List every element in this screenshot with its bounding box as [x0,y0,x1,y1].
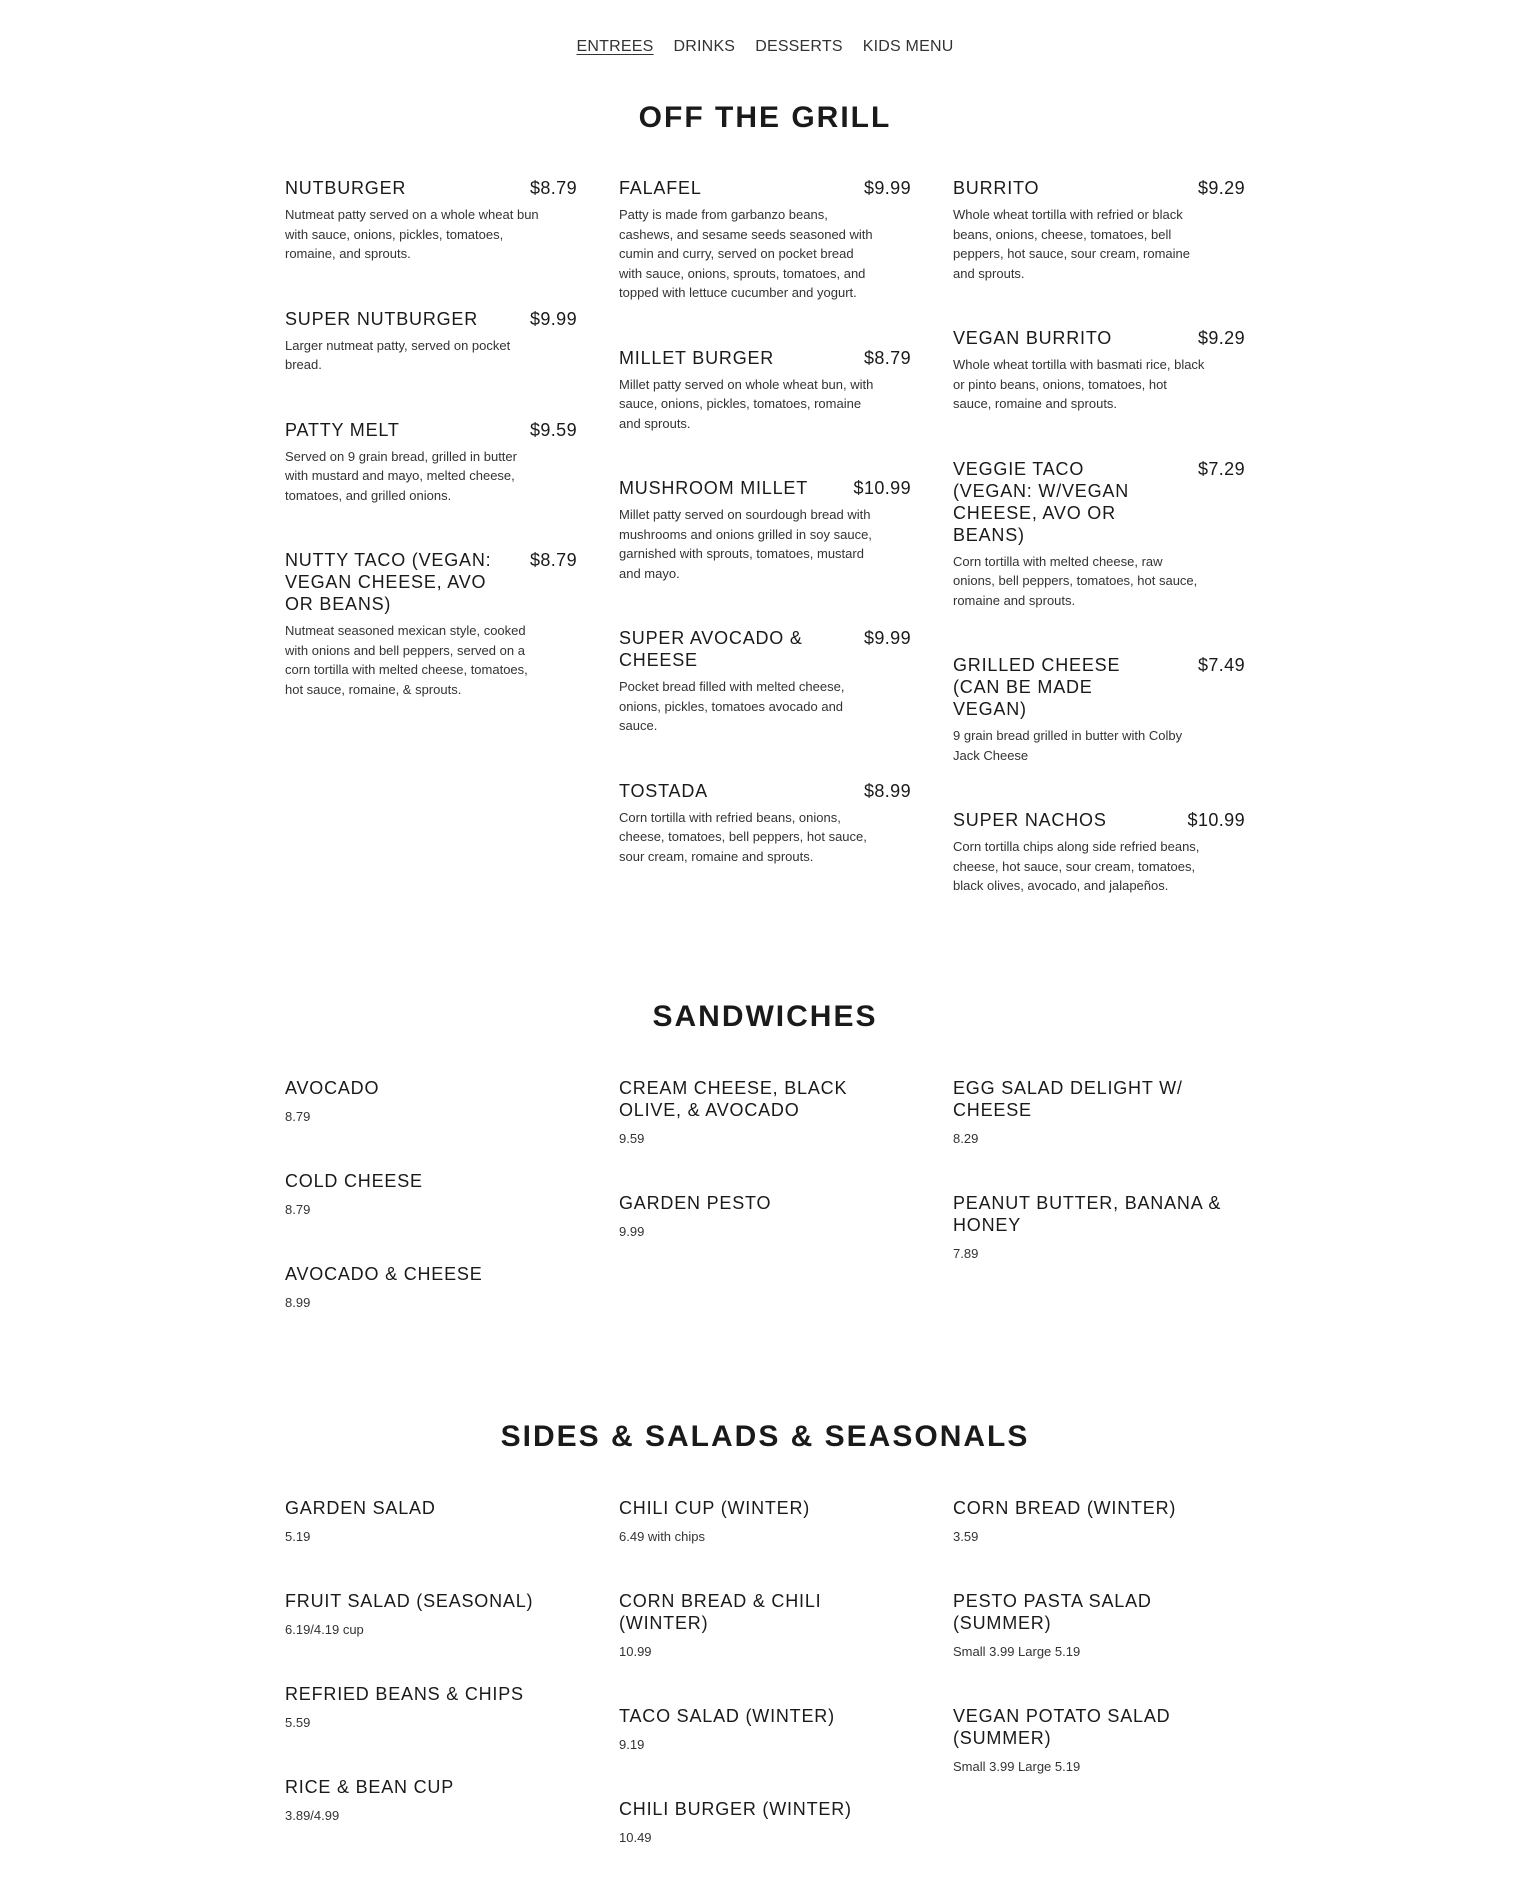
menu-item-name: SUPER AVOCADO & CHEESE [619,628,803,670]
menu-item [953,1590,1245,1661]
menu-item [619,1590,911,1661]
menu-item-name: PESTO PASTA SALAD (SUMMER) [953,1591,1152,1633]
menu-item-price: 3.89/4.99 [285,1808,340,1823]
menu-item-header [953,327,1245,349]
menu-item-price: $10.99 [853,478,911,498]
menu-item-description: Corn tortilla with melted cheese, raw onions, bell peppers, tomatoes, hot sauce, romaine and sprouts. [953,553,1198,608]
menu-item-price: $9.99 [863,178,911,198]
menu-item [619,1798,911,1847]
menu-item [285,308,577,375]
sides-column-2 [619,1497,911,1891]
menu-item-name: CHILI BURGER (WINTER) [619,1799,852,1819]
menu-item-price: $8.99 [863,780,911,801]
menu-item-name: EGG SALAD DELIGHT W/ CHEESE [953,1078,1183,1120]
tab-entrees[interactable]: ENTREES [576,38,654,55]
menu-item [953,809,1245,896]
menu-item-price: 8.29 [953,1131,979,1146]
menu-item-name: CREAM CHEESE, BLACK OLIVE, & AVOCADO [619,1078,848,1120]
menu-item [953,327,1245,414]
menu-item-header [285,549,577,615]
menu-item-name: MUSHROOM MILLET [619,478,809,498]
menu-item-price: 9.99 [619,1224,645,1239]
menu-item [285,1776,577,1825]
menu-item-price: $8.79 [529,550,577,570]
menu-item-name: CHILI CUP (WINTER) [619,1498,811,1518]
tab-kids-menu[interactable]: KIDS MENU [862,38,954,55]
grill-column-3 [953,177,1245,940]
menu-item-price: $9.29 [1197,328,1245,348]
menu-item-name: REFRIED BEANS & CHIPS [285,1684,524,1704]
menu-item [953,458,1245,611]
menu-item [285,1263,577,1312]
menu-item [953,654,1245,765]
menu-item-name: PATTY MELT [285,419,400,440]
menu-item-header [619,477,911,499]
menu-item [619,1497,911,1546]
menu-item-description: 9 grain bread grilled in butter with Colby Jack Cheese [953,728,1183,763]
menu-item-name: BURRITO [953,178,1040,198]
sandwiches-menu-grid [285,1077,1247,1356]
menu-item [619,1077,911,1148]
menu-item-price: $8.79 [529,178,577,198]
menu-item-name: RICE & BEAN CUP [285,1777,455,1797]
menu-item [953,177,1245,283]
menu-item-description: Millet patty served on sourdough bread with mushrooms and onions grilled in soy sauce, garnished with sprouts, tomatoes, mustard and mayo. [619,507,872,581]
tab-desserts[interactable]: DESSERTS [755,38,843,55]
menu-item-name: VEGAN BURRITO [953,328,1113,348]
menu-item [285,1170,577,1219]
menu-item-name: AVOCADO [285,1078,380,1098]
menu-item-header [285,308,577,330]
menu-item [285,1077,577,1126]
menu-item-header [619,627,911,671]
menu-item-price: $9.99 [529,308,577,329]
menu-item-name: SUPER NUTBURGER [285,308,479,329]
menu-item-price: 10.99 [619,1644,652,1659]
menu-item-description: Nutmeat seasoned mexican style, cooked with onions and bell peppers, served on a corn tortilla with melted cheese, tomatoes, hot sauce, romaine, & sprouts. [285,623,528,697]
section-title-grill: OFF THE GRILL [638,101,892,134]
menu-item-price: $9.99 [863,628,911,648]
menu-item-name: TOSTADA [619,780,708,801]
menu-item-header [619,347,911,369]
menu-item-description: Whole wheat tortilla with basmati rice, black or pinto beans, onions, tomatoes, hot sauce, romaine and sprouts. [953,357,1205,411]
menu-item-name: PEANUT BUTTER, BANANA & HONEY [953,1193,1222,1235]
menu-item-price: 8.79 [285,1202,311,1217]
menu-item-header [619,177,911,199]
menu-item-price: 9.59 [619,1131,645,1146]
menu-item-description: Corn tortilla with refried beans, onions, cheese, tomatoes, bell peppers, hot sauce, sour cream, romaine and sprouts. [619,809,867,864]
menu-item-name: MILLET BURGER [619,347,775,368]
menu-item-price: $8.79 [863,347,911,368]
menu-item [285,1683,577,1732]
menu-item-name: GARDEN PESTO [619,1193,772,1213]
menu-item-description: Served on 9 grain bread, grilled in butter with mustard and mayo, melted cheese, tomatoes, and grilled onions. [285,448,517,503]
menu-item-name: GRILLED CHEESE (CAN BE MADE VEGAN) [953,655,1121,719]
menu-item-description: Millet patty served on whole wheat bun, with sauce, onions, pickles, tomatoes, romaine and sprouts. [619,376,874,431]
menu-item [619,780,911,867]
menu-item [285,1497,577,1546]
menu-item-price: 8.79 [285,1109,311,1124]
menu-item-name: COLD CHEESE [285,1171,423,1191]
grill-menu-grid [285,177,1247,940]
menu-item-header [285,419,577,441]
menu-item-price: $9.29 [1197,178,1245,198]
menu-item [285,419,577,506]
menu-item-price: 7.89 [953,1246,979,1261]
menu-item-price: Small 3.99 Large 5.19 [953,1759,1081,1774]
menu-item-header [619,780,911,802]
menu-item-price: 5.59 [285,1715,311,1730]
menu-item-name: FALAFEL [619,178,702,198]
menu-item [619,627,911,736]
section-title-sandwiches: SANDWICHES [652,1000,878,1033]
menu-item [285,1590,577,1639]
menu-item-header [953,809,1245,831]
menu-item-price: Small 3.99 Large 5.19 [953,1644,1081,1659]
menu-item-price: $7.29 [1197,458,1245,479]
menu-item-name: SUPER NACHOS [953,810,1107,830]
menu-item-description: Pocket bread filled with melted cheese, onions, pickles, tomatoes avocado and sauce. [619,679,845,733]
menu-item [953,1192,1245,1263]
menu-item-name: AVOCADO & CHEESE [285,1264,483,1284]
menu-item-price: 10.49 [619,1830,652,1845]
tab-drinks[interactable]: DRINKS [673,38,736,55]
menu-item-name: NUTTY TACO (VEGAN: VEGAN CHEESE, AVO OR BEANS) [285,550,492,614]
menu-item [619,347,911,434]
grill-column-2 [619,177,911,940]
menu-item-header [953,654,1245,720]
section-title-sides: SIDES & SALADS & SEASONALS [500,1420,1030,1453]
menu-item-header [953,177,1245,199]
menu-item-price: $9.59 [529,419,577,440]
menu-item-price: 5.19 [285,1529,311,1544]
menu-item-name: NUTBURGER [285,178,407,198]
menu-item-name: VEGAN POTATO SALAD (SUMMER) [953,1706,1171,1748]
menu-item-name: VEGGIE TACO (VEGAN: W/VEGAN CHEESE, AVO OR BEANS) [953,458,1130,545]
menu-item-name: CORN BREAD & CHILI (WINTER) [619,1591,822,1633]
menu-item [285,177,577,264]
menu-tabs [0,38,1530,56]
menu-item-description: Whole wheat tortilla with refried or black beans, onions, cheese, tomatoes, bell peppers, hot sauce, sour cream, romaine and sprouts. [953,207,1191,281]
menu-item-name: FRUIT SALAD (SEASONAL) [285,1591,534,1611]
menu-item-header [953,458,1245,546]
menu-item-description: Larger nutmeat patty, served on pocket bread. [285,337,511,372]
menu-item [619,477,911,583]
sandwiches-column-3 [953,1077,1245,1356]
menu-item-price: 3.59 [953,1529,979,1544]
menu-item-description: Patty is made from garbanzo beans, cashews, and sesame seeds seasoned with cumin and curry, served on pocket bread with sauce, onions, sprouts, tomatoes, and topped with lettuce cucumber and yogurt. [619,207,873,300]
menu-item [953,1705,1245,1776]
menu-item-price: 6.19/4.19 cup [285,1622,364,1637]
sides-column-1 [285,1497,577,1891]
menu-item-description: Nutmeat patty served on a whole wheat bun with sauce, onions, pickles, tomatoes, romaine, and sprouts. [285,207,539,261]
menu-item-name: TACO SALAD (WINTER) [619,1706,835,1726]
menu-item [619,177,911,303]
menu-item [619,1705,911,1754]
sides-menu-grid [285,1497,1247,1891]
menu-item-name: GARDEN SALAD [285,1498,436,1518]
menu-item [953,1497,1245,1546]
menu-item-price: $7.49 [1197,655,1245,675]
menu-item-description: Corn tortilla chips along side refried beans, cheese, hot sauce, sour cream, tomatoes, black olives, avocado, and jalapeños. [953,839,1200,893]
grill-column-1 [285,177,577,940]
menu-item [619,1192,911,1241]
sides-column-3 [953,1497,1245,1891]
menu-item-name: CORN BREAD (WINTER) [953,1498,1177,1518]
menu-item [953,1077,1245,1148]
sandwiches-column-2 [619,1077,911,1356]
menu-item-price: 8.99 [285,1295,311,1310]
menu-item-price: 9.19 [619,1737,645,1752]
sandwiches-column-1 [285,1077,577,1356]
menu-item [285,549,577,699]
menu-item-header [285,177,577,199]
menu-item-price: 6.49 with chips [619,1529,705,1544]
menu-item-price: $10.99 [1187,810,1245,830]
